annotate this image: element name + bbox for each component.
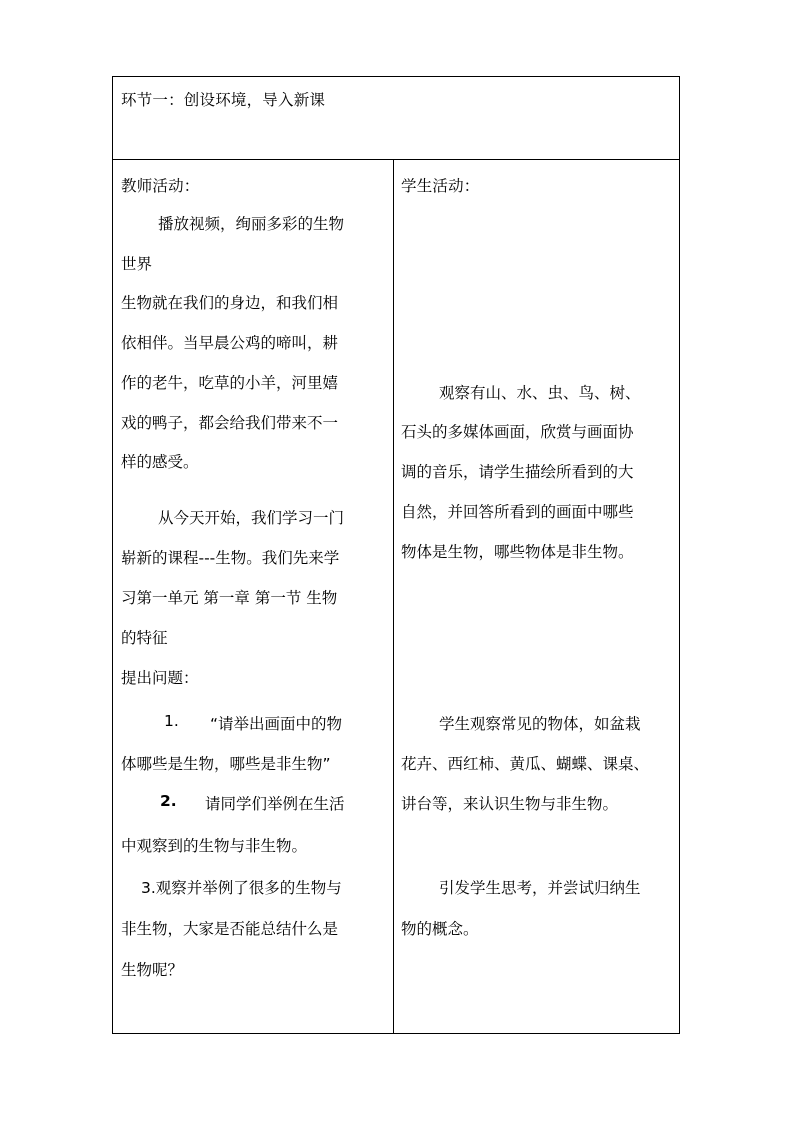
student-heading: 学生活动：	[401, 177, 480, 195]
student-line: 学生观察常见的物体，如盆栽	[439, 715, 641, 733]
student-line: 讲台等，来认识生物与非生物。	[401, 795, 619, 813]
teacher-line: 请同学们举例在生活	[205, 795, 345, 813]
teacher-line: 非生物，大家是否能总结什么是	[121, 920, 339, 938]
teacher-line: 作的老牛，吃草的小羊，河里嬉	[121, 374, 339, 392]
table-row-divider	[113, 159, 679, 160]
lesson-table	[112, 76, 680, 1034]
student-line: 物体是生物，哪些物体是非生物。	[401, 543, 634, 561]
teacher-line: 生物呢？	[121, 961, 184, 979]
table-column-divider	[393, 159, 394, 1034]
student-line: 引发学生思考，并尝试归纳生	[439, 879, 641, 897]
teacher-line: 世界	[121, 255, 153, 273]
teacher-line: 3.观察并举例了很多的生物与	[141, 879, 342, 897]
question-number: 1.	[164, 712, 179, 730]
teacher-line: 中观察到的生物与非生物。	[121, 837, 308, 855]
section-title: 环节一：创设环境，导入新课	[121, 91, 326, 109]
teacher-line: 戏的鸭子，都会给我们带来不一	[121, 414, 339, 432]
teacher-line: 提出问题：	[121, 669, 199, 687]
teacher-line: “请举出画面中的物	[210, 715, 343, 733]
teacher-line: 崭新的课程---生物。我们先来学	[121, 549, 340, 567]
student-line: 物的概念。	[401, 920, 479, 938]
teacher-heading: 教师活动：	[121, 177, 200, 195]
student-line: 观察有山、水、虫、鸟、树、	[439, 384, 641, 402]
student-line: 花卉、西红柿、黄瓜、蝴蝶、课桌、	[401, 755, 650, 773]
teacher-line: 播放视频，绚丽多彩的生物	[158, 215, 345, 233]
teacher-line: 依相伴。当早晨公鸡的啼叫，耕	[121, 334, 339, 352]
teacher-line: 生物就在我们的身边，和我们相	[121, 294, 339, 312]
student-line: 调的音乐，请学生描绘所看到的大	[401, 463, 634, 481]
teacher-line: 样的感受。	[121, 453, 199, 471]
teacher-line: 的特征	[121, 629, 168, 647]
student-line: 自然，并回答所看到的画面中哪些	[401, 503, 634, 521]
student-line: 石头的多媒体画面，欣赏与画面协	[401, 423, 634, 441]
teacher-line: 习第一单元 第一章 第一节 生物	[121, 589, 338, 607]
teacher-line: 从今天开始，我们学习一门	[158, 509, 345, 527]
question-number: 2.	[160, 792, 177, 810]
teacher-line: 体哪些是生物，哪些是非生物”	[121, 755, 331, 773]
